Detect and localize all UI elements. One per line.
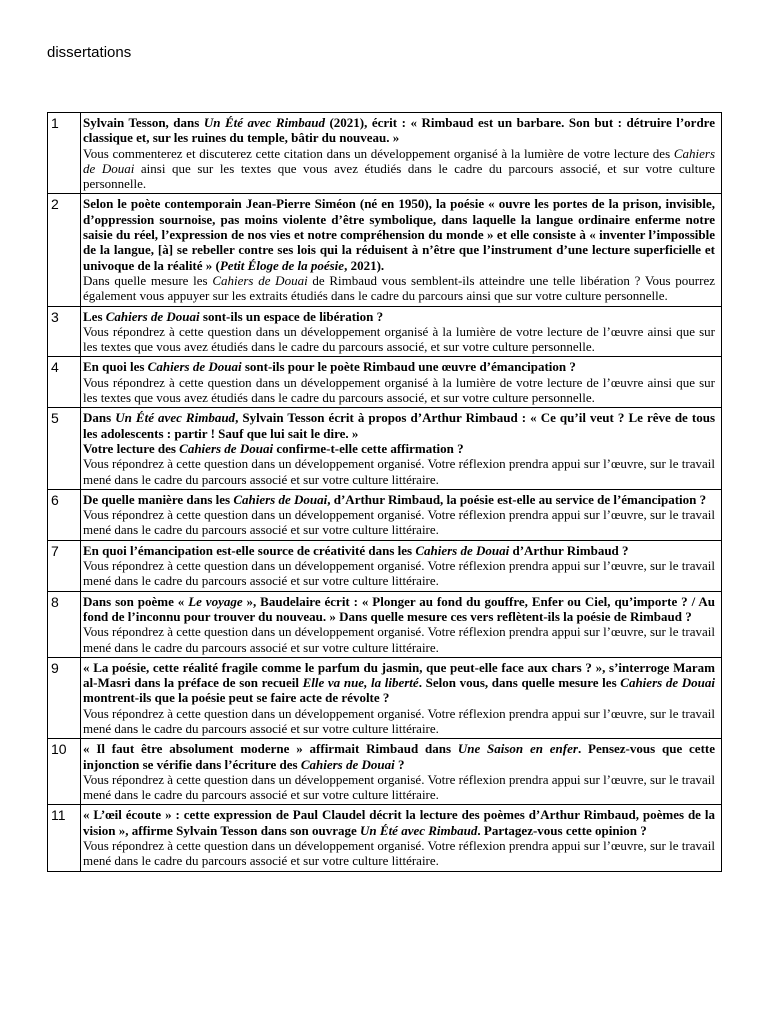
work-title: Un Été avec Rimbaud [115,410,236,426]
text-segment: Vous répondrez à cette question dans un développement organisé à la lumière de votre lecture de l’œuvre ainsi que sur les textes que vous avez étudiés dans le cadre du parcours associé, et sur votre culture personnelle. [83,374,715,406]
subject-question [83,807,715,838]
subject-content [81,540,722,591]
text-segment: . Partagez-vous cette opinion ? [477,822,647,838]
subject-question [83,196,715,272]
subject-question [83,741,715,772]
subject-question [83,441,715,456]
subject-instruction [83,838,715,869]
subject-instruction [83,146,715,192]
work-title: Un Été avec Rimbaud [360,822,478,838]
text-segment: Vous répondrez à cette question dans un développement organisé. Votre réflexion prendra appui sur l’œuvre, sur le travail mené dans le cadre du parcours associé et sur votre culture littéraire. [83,507,715,538]
text-segment: , d’Arthur Rimbaud, la poésie est-elle au service de l’émancipation ? [327,491,707,507]
subject-question [83,660,715,706]
text-segment: sont-ils un espace de libération ? [199,308,384,324]
text-segment: de Rimbaud vous semblent-ils atteindre une telle libération ? Vous pourrez également vous appuyer sur les extraits étudiés dans le cadre du parcours ainsi que sur votre culture personnelle. [83,272,715,304]
subject-content [81,306,722,357]
subject-row [48,739,722,805]
text-segment: Vous répondrez à cette question dans un développement organisé. Votre réflexion prendra appui sur l’œuvre, sur le travail mené dans le cadre du parcours associé et sur votre culture littéraire. [83,456,715,487]
subject-number: 11 [48,805,81,871]
text-segment: confirme-t-elle cette affirmation ? [273,440,464,456]
subject-instruction [83,375,715,406]
text-segment: Vous répondrez à cette question dans un développement organisé. Votre réflexion prendra appui sur l’œuvre, sur le travail mené dans le cadre du parcours associé et sur votre culture littéraire. [83,838,715,869]
subject-content [81,591,722,657]
text-segment: En quoi les [83,359,148,375]
text-segment: Votre lecture des [83,440,180,456]
text-segment: , Sylvain Tesson écrit à propos d’Arthur Rimbaud : « Ce qu’il veut ? Le rêve de tous les adolescents : partir ! Sauf que lui sait le dire. » [83,410,716,441]
subject-instruction [83,772,715,803]
text-segment: Dans [83,410,116,426]
text-segment: , 2021). [344,257,385,273]
work-title: Cahiers de Douai [233,491,328,507]
subject-number: 6 [48,489,81,540]
text-segment: d’Arthur Rimbaud ? [509,542,629,558]
text-segment: ainsi que sur les textes que vous avez étudiés dans le cadre du parcours associé, et sur votre culture personnelle. [83,160,715,192]
subject-instruction [83,273,715,304]
subject-row [48,657,722,738]
work-title: Cahiers de Douai [147,359,242,375]
subject-number: 2 [48,194,81,306]
text-segment: . Pensez-vous que cette injonction se vérifie dans l’écriture des [83,741,715,772]
subject-question [83,115,715,146]
text-segment: Dans son poème « [83,593,189,609]
text-segment: Les [83,308,106,324]
subject-instruction [83,324,715,355]
subject-instruction [83,706,715,737]
subject-row [48,591,722,657]
text-segment: ? [394,756,405,772]
subject-row [48,540,722,591]
subject-number: 7 [48,540,81,591]
page-title: dissertations [47,44,132,61]
text-segment: Sylvain Tesson, dans [83,115,204,130]
text-segment: Vous répondrez à cette question dans un développement organisé à la lumière de votre lecture de l’œuvre ainsi que sur les textes que vous avez étudiés dans le cadre du parcours associé, et sur votre culture personnelle. [83,323,715,355]
work-title: Cahiers de Douai [179,440,274,456]
text-segment: (2021), écrit : « Rimbaud est un barbare. Son but : détruire l’ordre classique et, sur les ruines du temple, bâtir du nouveau. » [83,115,715,146]
text-segment: . Selon vous, dans quelle mesure les [418,675,621,691]
subject-row [48,489,722,540]
text-segment: « La poésie, cette réalité fragile comme le parfum du jasmin, que peut-elle face aux chars ? », s’interroge Maram al-Masri dans la préface de son recueil [83,659,715,691]
subject-question [83,492,715,507]
text-segment: Dans quelle mesure les [83,272,213,288]
text-segment: Vous répondrez à cette question dans un développement organisé. Votre réflexion prendra appui sur l’œuvre, sur le travail mené dans le cadre du parcours associé et sur votre culture littéraire. [83,624,715,655]
subject-content [81,805,722,871]
text-segment: En quoi l’émancipation est-elle source de créativité dans les [83,542,416,558]
work-title: Cahiers de Douai [300,756,395,772]
work-title: Le voyage [188,593,243,609]
work-title: Cahiers de Douai [83,145,715,176]
work-title: Cahiers de Douai [212,272,308,288]
subject-content [81,657,722,738]
subject-row [48,194,722,306]
text-segment: « L’œil écoute » : cette expression de Paul Claudel décrit la lecture des poèmes d’Arthur Rimbaud, poèmes de la vision », affirme Sylvain Tesson dans son ouvrage [83,807,715,838]
text-segment: », Baudelaire écrit : « Plonger au fond du gouffre, Enfer ou Ciel, qu’importe ? / Au fond de l’inconnu pour trouver du nouveau. » Dans quelle mesure ces vers reflètent-ils la poésie de Rimbaud ? [83,593,715,624]
text-segment: Vous répondrez à cette question dans un développement organisé. Votre réflexion prendra appui sur l’œuvre, sur le travail mené dans le cadre du parcours associé et sur votre culture littéraire. [83,705,715,736]
subject-number: 10 [48,739,81,805]
subject-number: 8 [48,591,81,657]
subject-number: 5 [48,408,81,489]
subject-question [83,410,715,441]
subject-row [48,306,722,357]
work-title: Cahiers de Douai [620,675,715,691]
text-segment: Selon le poète contemporain Jean-Pierre Siméon (né en 1950), la poésie « ouvre les portes de la prison, invisible, d’oppression sournoise, pas moins violente d’être symbolique, dans laquelle la langue ordinaire enferme notre saisie du réel, l’expression de nos vies et notre compréhension du monde » et elle consiste à « inventer l’impossible de la langue, [à] se rebeller contre ses lois qui la réduisent à n’être que l’instrument d’une lecture superficielle et univoque de la réalité » ( [83,196,715,273]
work-title: Cahiers de Douai [105,308,200,324]
subject-instruction [83,624,715,655]
work-title: Elle va nue, la liberté [302,675,419,691]
subject-instruction [83,456,715,487]
dissertation-table [47,112,722,872]
text-segment: sont-ils pour le poète Rimbaud une œuvre d’émancipation ? [241,359,576,375]
subject-row [48,113,722,194]
subject-content [81,739,722,805]
work-title: Cahiers de Douai [415,542,510,558]
subject-number: 4 [48,357,81,408]
subject-row [48,408,722,489]
work-title: Un Été avec Rimbaud [203,115,325,130]
text-segment: Vous répondrez à cette question dans un développement organisé. Votre réflexion prendra appui sur l’œuvre, sur le travail mené dans le cadre du parcours associé et sur votre culture littéraire. [83,771,715,803]
subject-content [81,489,722,540]
subject-content [81,357,722,408]
text-segment: Vous répondrez à cette question dans un développement organisé. Votre réflexion prendra appui sur l’œuvre, sur le travail mené dans le cadre du parcours associé et sur votre culture littéraire. [83,558,715,589]
subject-question [83,359,715,374]
work-title: Une Saison en enfer [457,741,578,757]
subject-content [81,113,722,194]
text-segment: Vous commenterez et discuterez cette citation dans un développement organisé à la lumière de votre lecture des [83,145,674,161]
subject-question [83,543,715,558]
text-segment: « Il faut être absolument moderne » affirmait Rimbaud dans [83,741,458,757]
subject-instruction [83,507,715,538]
subject-number: 3 [48,306,81,357]
subject-question [83,309,715,324]
subject-number: 9 [48,657,81,738]
subject-row [48,357,722,408]
subject-row [48,805,722,871]
text-segment: De quelle manière dans les [83,491,234,507]
subject-question [83,594,715,625]
text-segment: montrent-ils que la poésie peut se faire acte de révolte ? [83,690,390,706]
subject-instruction [83,558,715,589]
work-title: Petit Éloge de la poésie [219,257,345,273]
subject-content [81,194,722,306]
subject-number: 1 [48,113,81,194]
subject-content [81,408,722,489]
